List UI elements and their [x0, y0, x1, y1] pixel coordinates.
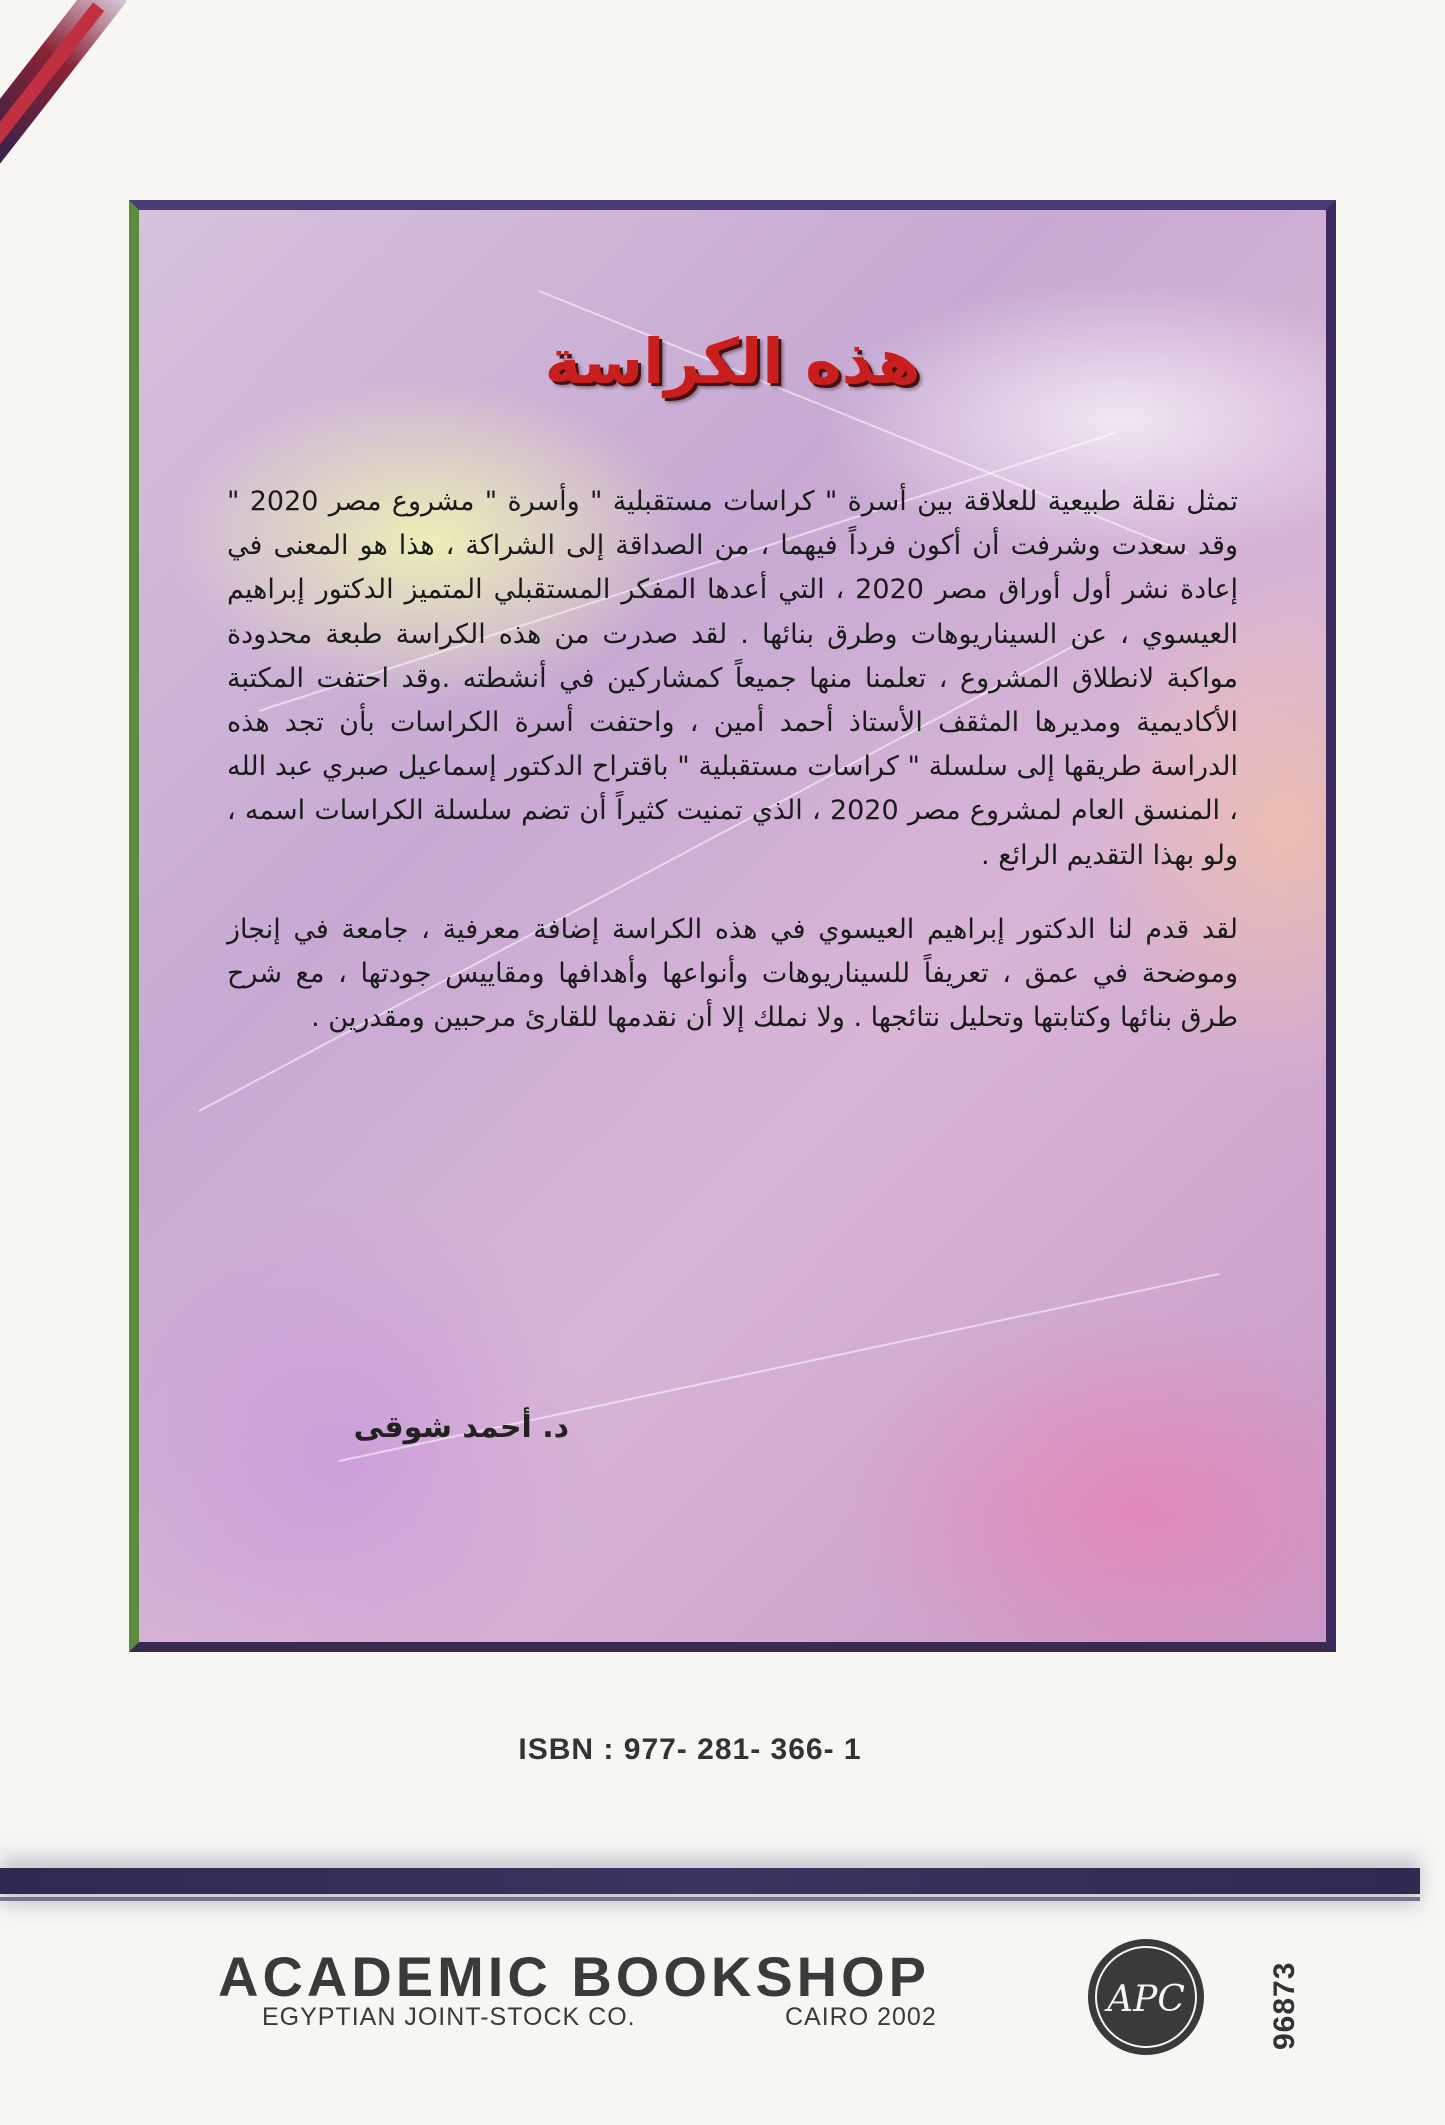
- divider-band: [0, 1868, 1420, 1894]
- paragraph: تمثل نقلة طبيعية للعلاقة بين أسرة " كراسات مستقبلية " وأسرة " مشروع مصر 2020 " وقد سعدت وشرفت أن أكون فرداً فيهما ، من الصداقة إلى الشراكة ، هذا هو المعنى في إعادة نشر أول أوراق مصر 2020 ، التي أعدها المفكر المستقبلي المتميز الدكتور إبراهيم العيسوي ، عن السيناريوهات وطرق بنائها . لقد صدرت من هذه الكراسة طبعة محدودة مواكبة لانطلاق المشروع ، تعلمنا منها جميعاً كمشاركين في أنشطته .وقد احتفت المكتبة الأكاديمية ومديرها المثقف الأستاذ أحمد أمين ، واحتفت أسرة الكراسات بأن تجد هذه الدراسة طريقها إلى سلسلة " كراسات مستقبلية " باقتراح الدكتور إسماعيل صبري عبد الله ، المنسق العام لمشروع مصر 2020 ، الذي تمنيت كثيراً أن تضم سلسلة الكراسات اسمه ، ولو بهذا التقديم الرائع .: [227, 486, 1238, 871]
- isbn: ISBN : 977- 281- 366- 1: [518, 1733, 862, 1766]
- paragraph: لقد قدم لنا الدكتور إبراهيم العيسوي في هذه الكراسة إضافة معرفية ، جامعة في إنجاز وموضحة في عمق ، تعريفاً للسيناريوهات وأنواعها وأهدافها ومقاييس جودتها ، مع شرح طرق بنائها وكتابتها وتحليل نتائجها . ولا نملك إلا أن نقدمها للقارئ مرحبين ومقدرين .: [227, 913, 1238, 1034]
- panel-title: هذه الكراسة: [544, 325, 921, 398]
- publisher-name: ACADEMIC BOOKSHOP: [218, 1945, 931, 2008]
- publisher-logo: [1084, 1935, 1208, 2059]
- divider-line: [0, 1897, 1420, 1901]
- catalog-code: 96873: [1268, 1961, 1301, 2050]
- corner-decoration: [0, 0, 127, 175]
- intro-text: [227, 480, 1238, 1070]
- author-signature: د. أحمد شوقى: [353, 1410, 569, 1445]
- logo-text: APC: [1107, 1979, 1185, 2020]
- cover-panel: [129, 200, 1336, 1652]
- publisher-city-year: CAIRO 2002: [785, 2003, 937, 2031]
- publisher-company: EGYPTIAN JOINT-STOCK CO.: [262, 2003, 636, 2031]
